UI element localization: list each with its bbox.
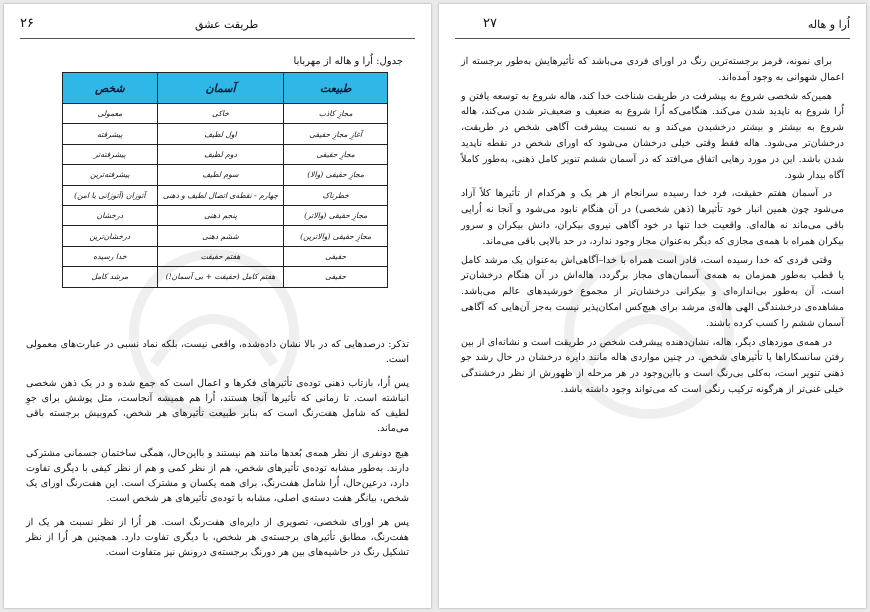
table-cell: مجازِ حقیقی bbox=[284, 144, 388, 164]
left-page bbox=[4, 4, 431, 608]
table-cell: پیشرفته‌تر bbox=[63, 144, 158, 164]
table-cell: حقیقی bbox=[284, 267, 388, 287]
paragraph: هیچ دونفری از نظر همه‌ی بُعدها مانند هم نیستند و بااین‌حال، همگی ساختمان جسمانی مشترکی دارند. به‌طور مشابه توده‌ی تأثیرهای شخص، هم از نظر کمی و هم از نظر کیفی با دیگری تفاوت دارد، درعین‌حال، اُرا شامل هفت‌رنگ، برای همه یکسان و مشترک است. این هفت‌رنگ اورای یک شخص، بیانگر هفت دسته‌ی اصلی، مشابه با توده‌ی تأثیرهای هر شخص است. bbox=[26, 447, 409, 504]
paragraph: همین‌که شخصی شروع به پیشرفت در طریقت شناخت خدا کند، هاله شروع به توسعه یافتن و اُرا شروع به ناپدید شدن می‌کند. هنگامی‌که اُرا شروع به ضعیف و ضعیف‌تر شدن می‌کند، هاله شروع به بیشتر و بیشتر درخشیدن می‌کند و به نسبت پیشرفت آگاهی شخص در طریقت، درخشان‌تر می‌شود. هاله فقط وقتی خیلی درخشان می‌شود که اورای شخص در نقطه ناپدید شدن باشد. این در مورد رهایی اتفاق می‌افتد که در آسمان ششم تنویر کامل ذهنی، به‌طور کاملاً آگاه بیدار شود. bbox=[461, 90, 844, 181]
paragraph: پس هر اورای شخصی، تصویری از دایره‌ای هفت‌رنگ است. هر اُرا از نظر نسبت هر یک از هفت‌رنگ، مطابق تأثیرهای برجسته‌ی هر شخص، با دیگری تفاوت دارد. همچنین هر اُرا از نظر تشکیل رنگ در حاشیه‌های بین هر دورنگ برجسته‌ی درونش نیز متفاوت است. bbox=[26, 517, 409, 559]
running-title: اُرا و هاله bbox=[807, 18, 850, 31]
left-page-text bbox=[26, 327, 409, 570]
table-cell: خطرناک bbox=[284, 185, 388, 205]
table-cell: مرشد کامل bbox=[63, 267, 158, 287]
column-header: طبیعت bbox=[284, 73, 388, 104]
paragraph: در آسمان هفتم حقیقت، فرد خدا رسیده سرانجام از هر یک و هرکدام از تأثیرها کلاً آزاد می‌شود چون همین انبار خود تأثیرها (ذهن شخصی) در آن هنگام نابود می‌شود و آنجا نه اُرایی باقی می‌ماند نه هاله‌ای. واقعیت خدا تنها در خود آگاهی نیروی بیکران، دانش بیکران و سرور بیکران همراه با همه‌ی مجازی که دیگر به‌عنوان مجاز وجود ندارد، در حد بالایی باقی می‌ماند. bbox=[461, 188, 844, 247]
right-page-text bbox=[461, 54, 844, 401]
table-cell: هفتم کامل (حقیقت + بی آسمان!) bbox=[157, 267, 284, 287]
table-header-row bbox=[63, 73, 388, 104]
aura-halo-table bbox=[62, 72, 388, 288]
table-cell: مجازِ حقیقی (والا) bbox=[284, 165, 388, 185]
table-row bbox=[63, 267, 388, 287]
table-row bbox=[63, 226, 388, 246]
header-rule bbox=[455, 38, 850, 39]
table-cell: حقیقی bbox=[284, 246, 388, 266]
table-cell: معمولی bbox=[63, 104, 158, 124]
column-header: شخص bbox=[63, 73, 158, 104]
table-row bbox=[63, 205, 388, 225]
paragraph: وقتی فردی که خدا رسیده است، قادر است همراه با خدا–آگاهی‌اش به‌عنوان یک مرشد کامل یا قطب به‌طور همزمان به همه‌ی آسمان‌های مجاز برگردد، هاله‌اش در آن هنگام درخشان‌تر است، آن به‌طور بی‌اندازه‌ای و بیکرانی درخشان‌تر از مجموع خورشیدهای عالم می‌باشد. مشاهده‌ی درخشندگی الهی هاله‌ی مرشد برای هیچ‌کس امکان‌پذیر نیست به‌جز آن‌هایی که آگاهی آسمان ششم را کسب کرده باشند. bbox=[461, 254, 844, 329]
page-number: ۲۶ bbox=[20, 16, 34, 31]
table-cell: مجازِ حقیقی (والاتر) bbox=[284, 205, 388, 225]
table-cell: خاکی bbox=[157, 104, 284, 124]
table-row bbox=[63, 246, 388, 266]
column-header: آسمان bbox=[157, 73, 284, 104]
header-rule bbox=[20, 38, 415, 39]
table-cell: درخشان bbox=[63, 205, 158, 225]
table-cell: مجازِ حقیقی (والاترین) bbox=[284, 226, 388, 246]
table-row bbox=[63, 165, 388, 185]
table-row bbox=[63, 185, 388, 205]
page-header bbox=[455, 16, 850, 36]
table-row bbox=[63, 124, 388, 144]
table-cell: پنجم ذهنی bbox=[157, 205, 284, 225]
table-cell: ششم ذهنی bbox=[157, 226, 284, 246]
running-title: طریقت عشق bbox=[195, 18, 259, 31]
table-cell: درخشان‌ترین bbox=[63, 226, 158, 246]
table-cell: هفتم حقیقت bbox=[157, 246, 284, 266]
table-cell: آتوزان (آتوزانی یا امن) bbox=[63, 185, 158, 205]
table-cell: مجازِ کاذب bbox=[284, 104, 388, 124]
table-row bbox=[63, 104, 388, 124]
paragraph: در همه‌ی موردهای دیگر، هاله، نشان‌دهنده پیشرفت شخص در طریقت است و نشانه‌ای از بین رفتن سانسکاراها یا تأثیرهای شخص. در چنین مواردی هاله مانند دایره درخشان در حال رشد جو ذهنی تنویر است، به‌کلی بی‌رنگ است و بااین‌وجود در هر مرحله از ظهورش از نظر درخشندگی خیلی غنی‌تر از هرگونه ترکیب رنگی است که می‌تواند وجود داشته باشد. bbox=[461, 336, 844, 395]
table-cell: اول لطیف bbox=[157, 124, 284, 144]
table-cell: چهارم - نقطه‌ی اتصال لطیف و ذهنی bbox=[157, 185, 284, 205]
table-row bbox=[63, 144, 388, 164]
table-cell: دوم لطیف bbox=[157, 144, 284, 164]
page-header bbox=[20, 16, 415, 36]
paragraph: برای نمونه، قرمز برجسته‌ترین رنگ در اورای فردی می‌باشد که تأثیرهایش به‌طور برجسته از اعمال شهوانی به وجود آمده‌اند. bbox=[461, 56, 844, 83]
table-note: تذکر: درصدهایی که در بالا نشان داده‌شده، واقعی نیست، بلکه نماد نسبی در عبارت‌های معمولی است. bbox=[26, 338, 409, 365]
right-page bbox=[439, 4, 866, 608]
table-cell: پیشرفته‌ترین bbox=[63, 165, 158, 185]
table-caption: جدول: اُرا و هاله از مهربابا bbox=[293, 56, 403, 67]
paragraph: پس اُرا، بازتاب ذهنی توده‌ی تأثیرهای فکرها و اعمال است که جمع شده و در یک ذهن شخصی انباشته است. تا زمانی که تأثیرها آنجا هستند، اُرا هم همیشه آنجاست، مثل پوشش برای جوِ لطیف که شامل هفت‌رنگ است که بنابر طبیعت تأثیرهای هر شخص، کم‌وبیش برجسته باقی می‌ماند. bbox=[26, 378, 409, 435]
table-cell: خدا رسیده bbox=[63, 246, 158, 266]
page-number: ۲۷ bbox=[483, 16, 497, 31]
table-cell: پیشرفته bbox=[63, 124, 158, 144]
table-cell: سوم لطیف bbox=[157, 165, 284, 185]
table-cell: آغازِ مجازِ حقیقی bbox=[284, 124, 388, 144]
